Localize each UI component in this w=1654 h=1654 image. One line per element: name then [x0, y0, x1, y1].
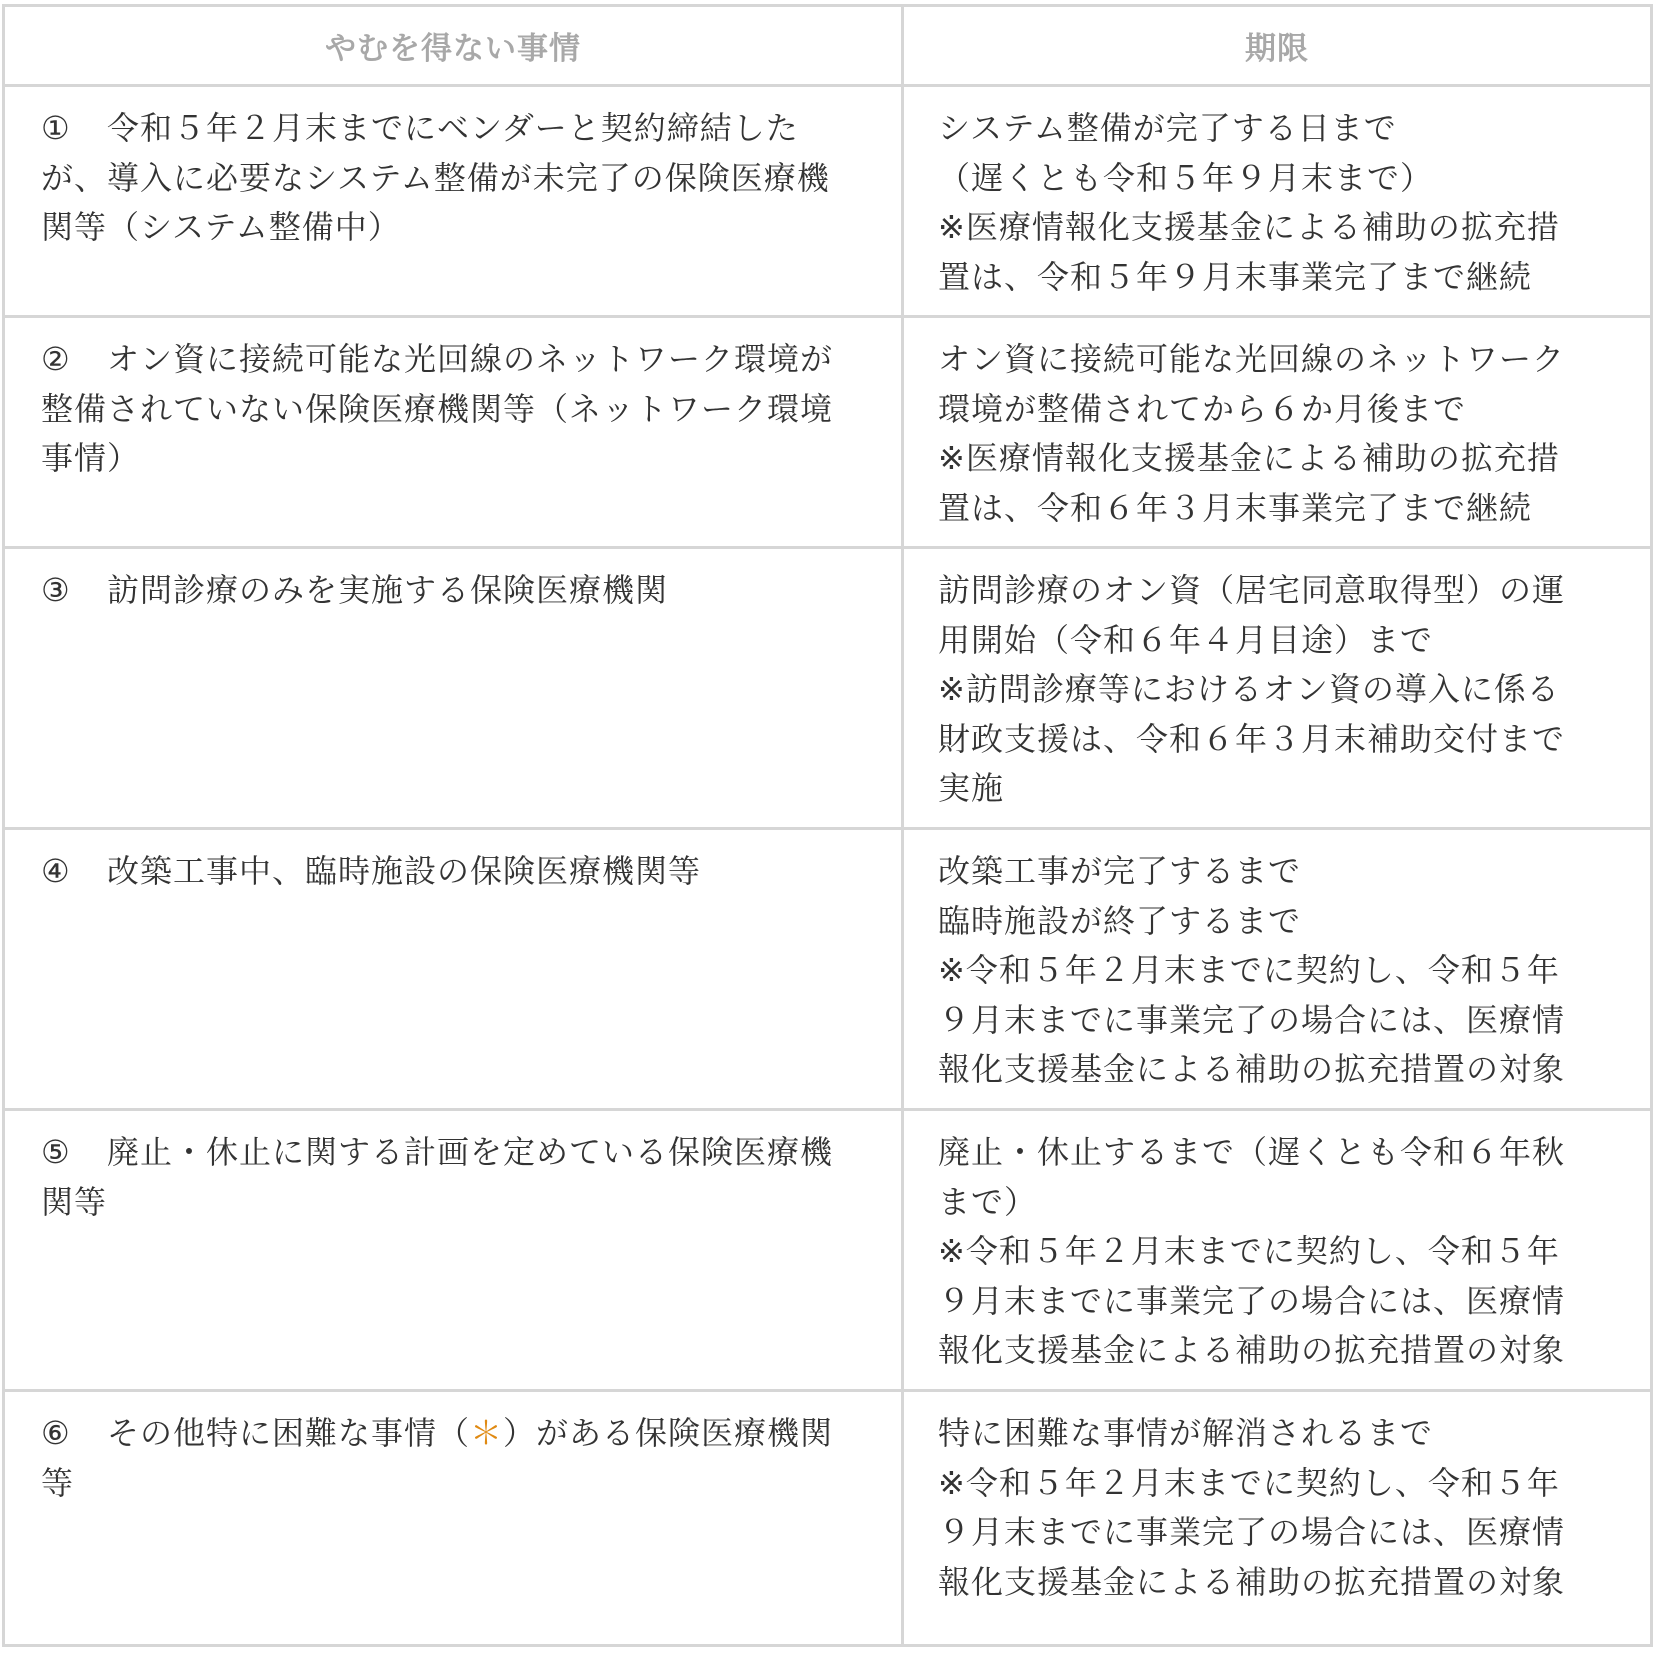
deadline-cell: [903, 548, 1652, 829]
reason-line: 等: [41, 1463, 75, 1502]
deadline-line: 訪問診療のオン資（居宅同意取得型）の運: [938, 571, 1566, 609]
deadline-line: まで）: [938, 1182, 1038, 1221]
deadline-line: 用開始（令和６年４月目途）まで: [938, 620, 1434, 659]
item-number: ⑥: [41, 1414, 71, 1452]
reason-cell: [4, 548, 903, 829]
item-number: ③: [41, 571, 71, 609]
reason-line: が、導入に必要なシステム整備が未完了の保険医療機: [41, 158, 830, 197]
reason-line: 事情）: [41, 439, 141, 477]
reason-line: ② オン資に接続可能な光回線のネットワーク環境が: [41, 335, 871, 385]
deadline-line: 臨時施設が終了するまで: [938, 901, 1302, 940]
item-number: ⑤: [41, 1133, 71, 1171]
header-reason: やむを得ない事情: [4, 6, 903, 86]
conditions-table: [2, 4, 1653, 1647]
table-row: [4, 86, 1652, 317]
deadline-line: オン資に接続可能な光回線のネットワーク: [938, 340, 1566, 378]
deadline-line: 実施: [938, 769, 1005, 807]
deadline-line: 報化支援基金による補助の拡充措置の対象: [938, 1050, 1566, 1088]
reason-line: ⑤ 廃止・休止に関する計画を定めている保険医療機: [41, 1128, 871, 1178]
deadline-cell: [903, 86, 1652, 317]
asterisk-note-marker: ＊: [470, 1414, 504, 1452]
table-row: [4, 317, 1652, 548]
deadline-line: ※令和５年２月末までに契約し、令和５年: [938, 1232, 1560, 1270]
deadline-cell: [903, 317, 1652, 548]
deadline-line: ※医療情報化支援基金による補助の拡充措: [938, 439, 1560, 477]
item-number: ①: [41, 109, 71, 147]
reason-cell: [4, 1391, 903, 1646]
deadline-line: ※訪問診療等におけるオン資の導入に係る: [938, 670, 1560, 708]
item-number: ②: [41, 340, 71, 378]
table-header-row: [4, 6, 1652, 86]
deadline-line: ※医療情報化支援基金による補助の拡充措: [938, 208, 1560, 246]
deadline-line: 廃止・休止するまで（遅くとも令和６年秋: [938, 1133, 1566, 1171]
header-deadline: 期限: [903, 6, 1652, 86]
deadline-line: 環境が整備されてから６か月後まで: [938, 389, 1467, 428]
item-number: ④: [41, 852, 71, 890]
table-row: [4, 1391, 1652, 1646]
reason-line: 関等: [41, 1182, 108, 1221]
deadline-line: 置は、令和６年３月末事業完了まで継続: [938, 488, 1533, 527]
reason-cell: [4, 317, 903, 548]
deadline-line: ９月末までに事業完了の場合には、医療情: [938, 1513, 1566, 1551]
deadline-line: 改築工事が完了するまで: [938, 852, 1302, 890]
table-row: [4, 829, 1652, 1110]
deadline-line: ９月末までに事業完了の場合には、医療情: [938, 1000, 1566, 1039]
deadline-line: 特に困難な事情が解消されるまで: [938, 1414, 1434, 1452]
reason-cell: [4, 1110, 903, 1391]
reason-line: 関等（システム整備中）: [41, 208, 401, 246]
reason-line: ⑥ その他特に困難な事情（＊）がある保険医療機関: [41, 1409, 871, 1459]
deadline-line: 財政支援は、令和６年３月末補助交付まで: [938, 719, 1566, 758]
reason-line: ① 令和５年２月末までにベンダーと契約締結した: [41, 104, 871, 154]
deadline-line: ※令和５年２月末までに契約し、令和５年: [938, 951, 1560, 989]
deadline-line: システム整備が完了する日まで: [938, 109, 1397, 147]
deadline-line: ※令和５年２月末までに契約し、令和５年: [938, 1463, 1560, 1502]
table-row: [4, 548, 1652, 829]
deadline-line: 報化支援基金による補助の拡充措置の対象: [938, 1331, 1566, 1369]
deadline-cell: [903, 1110, 1652, 1391]
deadline-line: ９月末までに事業完了の場合には、医療情: [938, 1281, 1566, 1320]
reason-cell: [4, 829, 903, 1110]
deadline-cell: [903, 829, 1652, 1110]
reason-line: ③ 訪問診療のみを実施する保険医療機関: [41, 566, 871, 616]
reason-cell: [4, 86, 903, 317]
deadline-line: （遅くとも令和５年９月末まで）: [938, 158, 1434, 197]
table-row: [4, 1110, 1652, 1391]
deadline-line: 報化支援基金による補助の拡充措置の対象: [938, 1562, 1566, 1601]
reason-line: 整備されていない保険医療機関等（ネットワーク環境: [41, 389, 834, 428]
deadline-line: 置は、令和５年９月末事業完了まで継続: [938, 257, 1533, 296]
deadline-cell: [903, 1391, 1652, 1646]
reason-line: ④ 改築工事中、臨時施設の保険医療機関等: [41, 847, 871, 897]
